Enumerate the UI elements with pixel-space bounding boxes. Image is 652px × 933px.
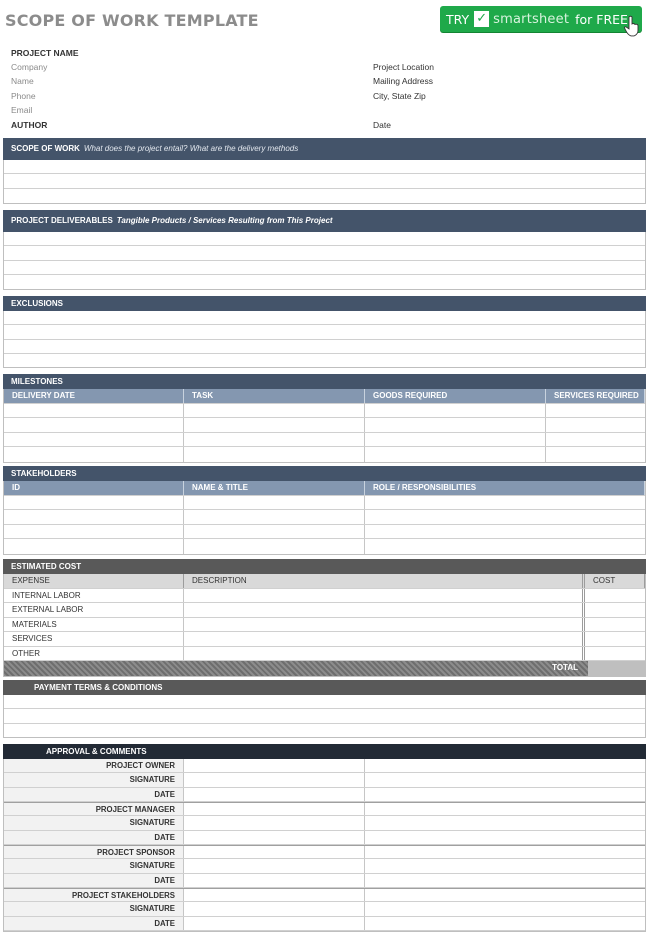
pointer-hand-icon <box>624 15 640 37</box>
col-name-title: NAME & TITLE <box>184 481 365 495</box>
total-row <box>4 661 645 676</box>
approval-label: PROJECT MANAGER <box>4 803 184 815</box>
scope-subtitle: What does the project entail? What are the delivery methods <box>83 144 299 153</box>
text-row[interactable] <box>4 311 645 325</box>
deliverables-title: PROJECT DELIVERABLES <box>11 216 113 225</box>
expense-label: MATERIALS <box>4 618 184 632</box>
approval-label: DATE <box>4 831 184 844</box>
approval-title: APPROVAL & COMMENTS <box>46 747 147 756</box>
text-row[interactable] <box>4 160 645 174</box>
text-row[interactable] <box>4 325 645 339</box>
stakeholders-table <box>3 481 646 555</box>
scope-title: SCOPE OF WORK <box>11 144 80 153</box>
col-cost: COST <box>585 574 645 588</box>
exclusions-title: EXCLUSIONS <box>11 299 64 308</box>
mailing-address-field[interactable]: Mailing Address <box>373 76 434 86</box>
approval-label: DATE <box>4 917 184 930</box>
deliverables-header <box>3 210 646 232</box>
approval-row[interactable] <box>4 831 645 845</box>
text-row[interactable] <box>4 354 645 368</box>
page-title: SCOPE OF WORK TEMPLATE <box>5 11 259 30</box>
smartsheet-check-icon: ✓ <box>474 11 489 27</box>
estimated-cost-header <box>3 559 646 574</box>
stakeholders-title: STAKEHOLDERS <box>11 469 77 478</box>
payment-title: PAYMENT TERMS & CONDITIONS <box>34 683 163 692</box>
table-row[interactable] <box>4 647 645 662</box>
approval-label: DATE <box>4 788 184 801</box>
table-row[interactable] <box>4 618 645 633</box>
phone-field[interactable]: Phone <box>11 91 36 101</box>
milestones-header <box>3 374 646 389</box>
table-row[interactable] <box>4 447 645 462</box>
approval-row[interactable] <box>4 888 645 902</box>
milestones-table <box>3 389 646 463</box>
approval-label: SIGNATURE <box>4 773 184 786</box>
exclusions-header <box>3 296 646 311</box>
approval-label: PROJECT OWNER <box>4 759 184 772</box>
text-row[interactable] <box>4 189 645 203</box>
city-state-zip-field[interactable]: City, State Zip <box>373 91 426 101</box>
deliverables-lines[interactable] <box>3 232 646 290</box>
date-field[interactable]: Date <box>373 120 391 130</box>
text-row[interactable] <box>4 340 645 354</box>
stakeholders-column-header <box>4 481 645 496</box>
col-services-required: SERVICES REQUIRED <box>546 389 645 403</box>
cost-column-header <box>4 574 645 589</box>
try-label: TRY <box>446 11 470 27</box>
exclusions-lines[interactable] <box>3 311 646 368</box>
approval-row[interactable] <box>4 917 645 931</box>
approval-table <box>3 759 646 932</box>
col-delivery-date: DELIVERY DATE <box>4 389 184 403</box>
text-row[interactable] <box>4 261 645 275</box>
table-row[interactable] <box>4 496 645 511</box>
approval-row[interactable] <box>4 773 645 787</box>
payment-terms-header <box>3 680 646 695</box>
col-task: TASK <box>184 389 365 403</box>
milestones-title: MILESTONES <box>11 377 63 386</box>
scope-of-work-header <box>3 138 646 160</box>
text-row[interactable] <box>4 275 645 289</box>
col-expense: EXPENSE <box>4 574 184 588</box>
table-row[interactable] <box>4 589 645 604</box>
table-row[interactable] <box>4 539 645 554</box>
table-row[interactable] <box>4 525 645 540</box>
text-row[interactable] <box>4 232 645 246</box>
text-row[interactable] <box>4 174 645 188</box>
expense-label: OTHER <box>4 647 184 661</box>
estimated-cost-title: ESTIMATED COST <box>11 562 82 571</box>
author-label: AUTHOR <box>11 120 48 130</box>
email-field[interactable]: Email <box>11 105 33 115</box>
col-description: DESCRIPTION <box>184 574 585 588</box>
name-field[interactable]: Name <box>11 76 34 86</box>
approval-row[interactable] <box>4 802 645 816</box>
for-free-label: for FREE <box>575 11 628 27</box>
approval-label: PROJECT SPONSOR <box>4 846 184 858</box>
total-label: TOTAL <box>552 663 578 672</box>
col-role: ROLE / RESPONSIBILITIES <box>365 481 645 495</box>
table-row[interactable] <box>4 433 645 448</box>
expense-label: SERVICES <box>4 632 184 646</box>
project-name-label: PROJECT NAME <box>11 48 79 58</box>
text-row[interactable] <box>4 724 645 738</box>
company-field[interactable]: Company <box>11 62 48 72</box>
project-location-field[interactable]: Project Location <box>373 62 434 72</box>
expense-label: EXTERNAL LABOR <box>4 603 184 617</box>
approval-label: SIGNATURE <box>4 816 184 829</box>
approval-label: SIGNATURE <box>4 902 184 915</box>
milestones-column-header <box>4 389 645 404</box>
table-row[interactable] <box>4 632 645 647</box>
approval-row[interactable] <box>4 845 645 859</box>
col-id: ID <box>4 481 184 495</box>
deliverables-subtitle: Tangible Products / Services Resulting from This Project <box>116 216 333 225</box>
approval-row[interactable] <box>4 859 645 873</box>
estimated-cost-table <box>3 574 646 677</box>
table-row[interactable] <box>4 603 645 618</box>
approval-row[interactable] <box>4 788 645 802</box>
text-row[interactable] <box>4 246 645 260</box>
approval-row[interactable] <box>4 816 645 830</box>
approval-label: SIGNATURE <box>4 859 184 872</box>
stakeholders-header <box>3 466 646 481</box>
table-row[interactable] <box>4 510 645 525</box>
text-row[interactable] <box>4 695 645 709</box>
text-row[interactable] <box>4 709 645 723</box>
try-smartsheet-button[interactable] <box>440 6 642 32</box>
col-goods-required: GOODS REQUIRED <box>365 389 546 403</box>
approval-header <box>3 744 646 759</box>
scope-lines[interactable] <box>3 160 646 204</box>
approval-row[interactable] <box>4 759 645 773</box>
smartsheet-brand: smartsheet <box>493 11 570 27</box>
approval-label: DATE <box>4 874 184 887</box>
total-value[interactable] <box>588 661 645 676</box>
approval-row[interactable] <box>4 902 645 916</box>
table-row[interactable] <box>4 418 645 433</box>
expense-label: INTERNAL LABOR <box>4 589 184 603</box>
payment-lines[interactable] <box>3 695 646 738</box>
table-row[interactable] <box>4 404 645 419</box>
approval-label: PROJECT STAKEHOLDERS <box>4 889 184 901</box>
approval-row[interactable] <box>4 874 645 888</box>
